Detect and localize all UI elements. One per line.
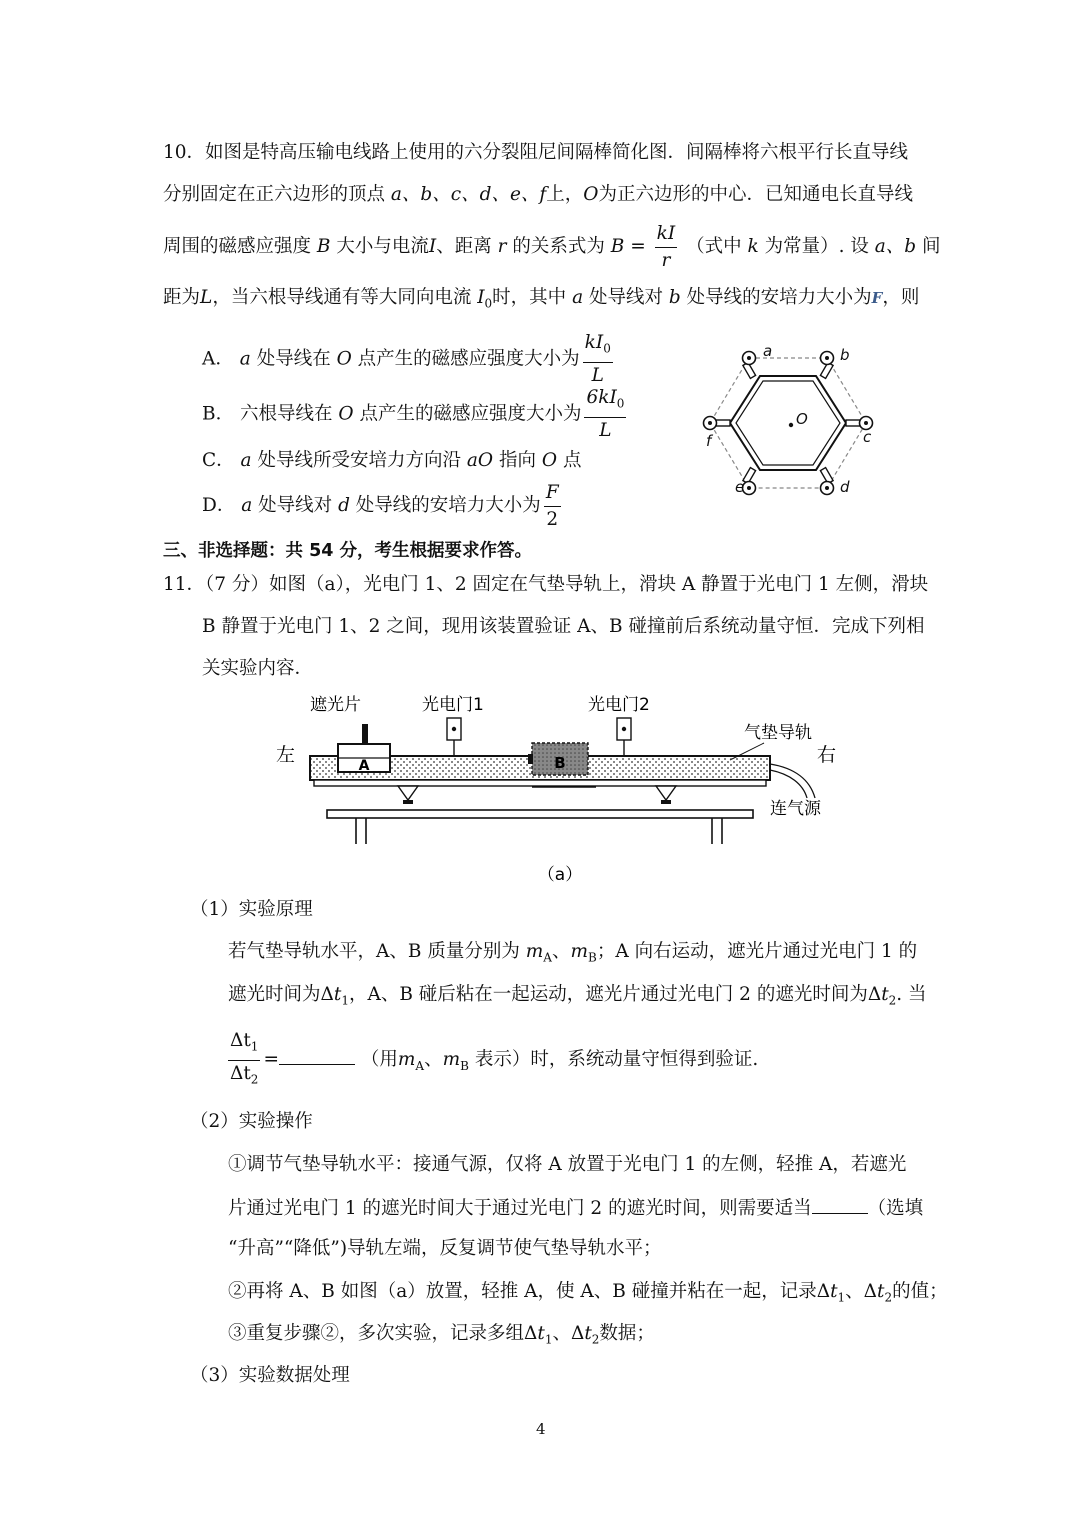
hex-label-e: e (735, 478, 745, 496)
symbol-mA: m (525, 941, 544, 962)
option-c-label: C． (202, 450, 235, 471)
symbol-mA-2: m (397, 1049, 416, 1071)
option-d-text1: 处导线对 (258, 495, 333, 516)
conductor-c-dot (864, 421, 868, 425)
sep-1: 、 (551, 941, 571, 962)
symbol-t2: t (881, 984, 889, 1005)
q10-line2-b: 上， (546, 184, 584, 205)
symbol-t2-3: t (877, 1281, 885, 1302)
option-d-label: D． (202, 495, 236, 516)
label-left: 左 (276, 744, 296, 766)
symbol-mB-sub: B (588, 950, 597, 965)
symbol-t1-4: t (537, 1323, 545, 1344)
slider-a-label: A (358, 758, 370, 774)
hex-label-b: b (840, 346, 850, 364)
adjust-foot-left (398, 786, 418, 800)
q10-symbol-k: k (747, 236, 759, 257)
q10-line2 (163, 183, 913, 207)
symbol-t1-sub: 1 (341, 993, 349, 1008)
q10-line4-f: ，则 (882, 287, 920, 308)
part2-line5-b: 、Δ (552, 1323, 585, 1344)
option-b-text1: 六根导线在 (240, 403, 333, 425)
q10-line3-d: 的关系式为 (512, 236, 605, 257)
part2-line4-a: ②再将 A、B 如图（a）放置，轻推 A，使 A、B 碰撞并粘在一起，记录Δ (228, 1281, 831, 1302)
q10-option-d (202, 478, 564, 534)
option-b-symbol-O: O (338, 403, 354, 425)
part1-line1-b: ；A 向右运动，遮光片通过光电门 1 的 (596, 941, 918, 962)
option-d-symbol-a: a (241, 495, 253, 516)
part2-line4-c: 的值； (892, 1281, 948, 1302)
option-b-label: B． (202, 403, 235, 425)
q10-center-O: O (583, 184, 599, 205)
q10-symbol-r: r (497, 236, 507, 257)
q10-vertex-labels: a、b、c、d、e、f (390, 184, 547, 205)
option-a-den: L (591, 364, 604, 386)
hex-label-d: d (840, 478, 850, 496)
option-d-den: 2 (546, 508, 559, 530)
page-number: 4 (536, 1420, 546, 1438)
q10-line4-e: 处导线的安培力大小为 (686, 287, 872, 308)
symbol-t1: t (333, 984, 342, 1005)
q10-symbol-F: F (871, 289, 883, 307)
q10-option-a (202, 330, 616, 389)
symbol-mA-sub: A (543, 950, 552, 965)
part1-line2 (228, 983, 927, 1013)
symbol-mA-2-sub: A (415, 1058, 425, 1073)
conductor-a-dot (747, 356, 751, 360)
option-b-num-sub: 0 (616, 396, 625, 411)
option-d-num: F (544, 480, 561, 507)
q10-line4-d: 处导线对 (589, 287, 664, 308)
track-base (314, 780, 766, 786)
symbol-t1-4-sub: 1 (544, 1332, 553, 1347)
part1-line3-b: 表示）时，系统动量守恒得到验证. (474, 1049, 759, 1071)
q10-symbol-b: b (668, 287, 681, 308)
option-d-text2: 处导线的安培力大小为 (355, 495, 541, 516)
hex-label-O: O (796, 410, 808, 428)
q10-symbol-ab: a、b (874, 236, 917, 257)
option-c-symbol-O: O (541, 450, 558, 471)
q11-line1: 11．（7 分）如图（a），光电门 1、2 固定在气垫导轨上，滑块 A 静置于光电门 1 左侧，滑块 (163, 574, 929, 595)
part1-line1-a: 若气垫导轨水平，A、B 质量分别为 (228, 941, 520, 962)
shade-plate (362, 724, 368, 744)
symbol-mB-2-sub: B (460, 1058, 469, 1073)
q10-line4-a: 距为 (163, 287, 201, 308)
arm-f (716, 420, 730, 426)
option-c-symbol-aO: aO (466, 450, 494, 471)
q10-number: 10． (163, 142, 206, 163)
option-c-text3: 点 (562, 450, 582, 471)
part1-line2-c: . 当 (896, 984, 927, 1005)
part2-line3: “升高”“降低”)导轨左端，反复调节使气垫导轨水平； (228, 1238, 662, 1259)
symbol-t1-3-sub: 1 (837, 1290, 846, 1305)
photogate-2-sensor (622, 727, 626, 731)
table-top (327, 810, 753, 818)
label-air-source: 连气源 (770, 799, 821, 819)
hex-label-f: f (706, 432, 712, 450)
q10-line3-f: 为常量）. 设 (764, 236, 869, 257)
part2-line2 (228, 1195, 923, 1221)
q10-line3 (163, 218, 941, 276)
q10-eq-B: B = (610, 236, 646, 257)
q10-line1 (163, 141, 908, 165)
ratio-num-sub: 1 (250, 1039, 259, 1054)
figure-caption: （a） (537, 865, 583, 885)
option-a-num-sub: 0 (603, 341, 611, 356)
q10-symbol-I0-sub: 0 (484, 296, 493, 311)
option-a-text1: 处导线在 (256, 348, 331, 370)
hex-spacer-inner (736, 381, 840, 465)
symbol-t2-3-sub: 2 (884, 1290, 893, 1305)
part2-line4-b: 、Δ (845, 1281, 878, 1302)
equals-sign: = (263, 1049, 279, 1071)
option-a-text2: 点产生的磁感应强度大小为 (357, 348, 580, 370)
part2-line2-b: （选填 (867, 1198, 924, 1219)
q10-line3-b: 大小与电流 (336, 236, 429, 257)
label-shade: 遮光片 (310, 695, 361, 715)
q10-line2-c: 为正六边形的中心．已知通电长直导线 (598, 184, 913, 205)
hex-label-a: a (763, 342, 773, 360)
photogate-1-sensor (452, 727, 456, 731)
option-b-num: 6kI (586, 387, 617, 408)
ratio-den-sub: 2 (250, 1072, 259, 1087)
hex-dashed-outline (710, 358, 866, 488)
q10-line3-c: 、距离 (436, 236, 492, 257)
symbol-t2-4-sub: 2 (591, 1332, 600, 1347)
part1-line3 (228, 1028, 758, 1095)
conductor-e-dot (747, 486, 751, 490)
air-hose (770, 764, 815, 798)
option-a-symbol-a: a (239, 348, 251, 370)
slider-b-label: B (554, 754, 566, 772)
part2-title: （2）实验操作 (190, 1111, 313, 1132)
q10-line2-a: 分别固定在正六边形的顶点 (163, 184, 386, 205)
symbol-t1-3: t (830, 1281, 838, 1302)
symbol-mB-2: m (442, 1049, 461, 1071)
q10-line3-a: 周围的磁感应强度 (163, 236, 312, 257)
label-rail: 气垫导轨 (744, 723, 812, 743)
option-d-symbol-d: d (338, 495, 350, 516)
option-a-label: A． (202, 348, 234, 370)
part1-title: （1）实验原理 (190, 899, 313, 920)
arm-c (846, 420, 860, 426)
symbol-mB: m (570, 941, 589, 962)
air-track-figure (270, 688, 850, 888)
option-b-text2: 点产生的磁感应强度大小为 (359, 403, 582, 425)
part1-line2-a: 遮光时间为Δ (228, 984, 334, 1005)
hex-spacer-outer (730, 376, 846, 470)
option-b-fraction (584, 385, 626, 444)
part2-line5-a: ③重复步骤②，多次实验，记录多组Δ (228, 1323, 538, 1344)
adjust-foot-left-base (403, 800, 413, 804)
part1-line1 (228, 940, 917, 970)
q11-line3: 关实验内容． (202, 658, 314, 679)
slider-b-buffer (528, 754, 533, 764)
ratio-den: Δt (230, 1062, 251, 1084)
q10-symbol-I: I (428, 236, 437, 257)
option-a-symbol-O: O (336, 348, 352, 370)
q10-option-c (202, 449, 581, 473)
q10-line3-e: （式中 (686, 236, 742, 257)
q10-symbol-L: L (200, 287, 213, 308)
part2-line5 (228, 1322, 655, 1352)
q10-formula-fraction (655, 221, 678, 274)
ratio-fraction (228, 1028, 260, 1092)
q10-symbol-a: a (572, 287, 584, 308)
option-c-text2: 指向 (498, 450, 536, 471)
q11-line2: B 静置于光电门 1、2 之间，现用该装置验证 A、B 碰撞前后系统动量守恒．完成下列相 (202, 616, 925, 637)
part1-line3-a: （用 (360, 1049, 398, 1071)
center-dot (789, 423, 793, 427)
q10-line1-text: 如图是特高压输电线路上使用的六分裂阻尼间隔棒简化图．间隔棒将六根平行长直导线 (205, 142, 909, 163)
part2-line5-c: 数据； (599, 1323, 655, 1344)
q10-line4-c: 时，其中 (492, 287, 567, 308)
q10-line3-g: 间 (922, 236, 941, 257)
conductor-b-dot (825, 356, 829, 360)
hex-label-c: c (863, 428, 872, 446)
q10-formula-den: r (661, 249, 671, 271)
section-3-heading: 三、非选择题：共 54 分，考生根据要求作答。 (163, 541, 533, 561)
ratio-num: Δt (230, 1030, 251, 1051)
label-gate2: 光电门2 (588, 695, 650, 715)
label-right: 右 (816, 744, 836, 766)
symbol-t2-sub: 2 (888, 993, 897, 1008)
part1-line2-b: ，A、B 碰后粘在一起运动，遮光片通过光电门 2 的遮光时间为Δ (348, 984, 882, 1005)
q10-line4 (163, 286, 919, 316)
conductor-f-dot (708, 421, 712, 425)
adjust-foot-right-base (661, 800, 671, 804)
q10-option-b (202, 385, 629, 444)
option-d-fraction (544, 480, 561, 533)
option-a-fraction (583, 330, 613, 389)
option-c-symbol-a: a (240, 450, 252, 471)
part2-line1: ①调节气垫导轨水平：接通气源，仅将 A 放置于光电门 1 的左侧，轻推 A，若遮光 (228, 1154, 907, 1175)
option-b-den: L (599, 419, 612, 441)
q10-symbol-I0: I (477, 287, 485, 308)
hexagon-diagram (700, 340, 890, 500)
q10-symbol-B: B (316, 236, 331, 257)
part2-line2-a: 片通过光电门 1 的遮光时间大于通过光电门 2 的遮光时间，则需要适当 (228, 1198, 812, 1219)
part2-line4 (228, 1280, 948, 1310)
adjust-foot-right (656, 786, 676, 800)
symbol-t2-4: t (584, 1323, 592, 1344)
conductor-d-dot (825, 486, 829, 490)
option-a-num: kI (584, 332, 604, 353)
answer-blank-1[interactable] (279, 1046, 355, 1065)
option-c-text1: 处导线所受安培力方向沿 (257, 450, 461, 471)
label-gate1: 光电门1 (422, 695, 484, 715)
air-hose-inner (770, 770, 807, 798)
q10-line4-b: ，当六根导线通有等大同向电流 (212, 287, 472, 308)
answer-blank-2[interactable] (812, 1195, 868, 1214)
sep-2: 、 (424, 1049, 443, 1071)
q10-formula-num: kI (655, 221, 678, 248)
part3-title: （3）实验数据处理 (190, 1365, 350, 1386)
